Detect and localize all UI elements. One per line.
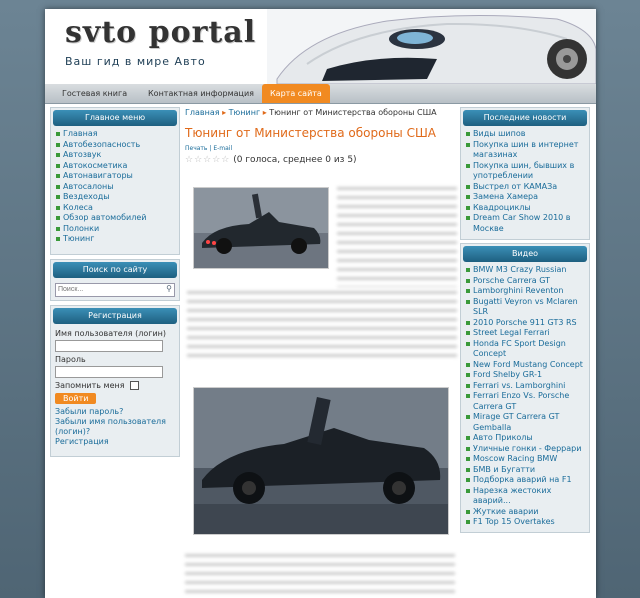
video-item[interactable]: Mirage GT Carrera GT Gemballa [466, 412, 589, 433]
video-item[interactable]: Уличные гонки - Феррари [466, 444, 589, 455]
article-tools: Печать | E-mail [185, 145, 233, 152]
news-item[interactable]: Замена Хамера [466, 192, 589, 203]
blurred-text [337, 187, 457, 287]
crumb-sep-icon: ▸ [262, 108, 267, 117]
article-title: Тюнинг от Министерства обороны США [185, 126, 436, 140]
menu-item[interactable]: Автозвук [56, 150, 179, 161]
news-item[interactable]: Покупка шин, бывших в употреблении [466, 161, 589, 182]
password-label: Пароль [55, 355, 86, 364]
email-link[interactable]: E-mail [213, 145, 233, 152]
video-item[interactable]: Ferrari Enzo Vs. Porsche Carrera GT [466, 391, 589, 412]
main-menu-box [50, 107, 180, 255]
news-item[interactable]: Покупка шин в интернет магазинах [466, 140, 589, 161]
search-title: Поиск по сайту [53, 262, 177, 278]
video-item[interactable]: Bugatti Veyron vs Mclaren SLR [466, 297, 589, 318]
blurred-text [187, 291, 457, 359]
article-photo-1 [193, 187, 329, 269]
video-list [466, 265, 589, 528]
menu-item[interactable]: Главная [56, 129, 179, 140]
login-form [51, 326, 179, 449]
blurred-text [185, 554, 455, 598]
username-input[interactable] [55, 340, 163, 352]
main-menu-list [56, 129, 179, 245]
menu-item[interactable]: Колеса [56, 203, 179, 214]
site-header [45, 9, 596, 84]
video-item[interactable]: 2010 Porsche 911 GT3 RS [466, 318, 589, 329]
crumb-sep-icon: ▸ [222, 108, 227, 117]
menu-item[interactable]: Обзор автомобилей [56, 213, 179, 224]
video-item[interactable]: BMW M3 Crazy Russian [466, 265, 589, 276]
search-field [55, 283, 175, 297]
rating-stars-icon[interactable]: ☆☆☆☆☆ [185, 155, 231, 165]
menu-item[interactable]: Автонавигаторы [56, 171, 179, 182]
news-item[interactable]: Выстрел от КАМАЗа [466, 182, 589, 193]
top-navigation [45, 84, 596, 104]
menu-item[interactable]: Автосалоны [56, 182, 179, 193]
print-link[interactable]: Печать [185, 145, 208, 152]
forgot-password-link[interactable]: Забыли пароль? [55, 407, 124, 416]
remember-row [55, 380, 175, 391]
rating-text: (0 голоса, среднее 0 из 5) [233, 155, 357, 165]
register-link[interactable]: Регистрация [55, 437, 109, 446]
video-item[interactable]: Нарезка жестоких аварий... [466, 486, 589, 507]
video-item[interactable]: Lamborghini Reventon [466, 286, 589, 297]
site-tagline: Ваш гид в мире Авто [65, 55, 206, 68]
article [185, 108, 453, 165]
search-icon[interactable]: ⚲ [166, 284, 172, 293]
username-label: Имя пользователя (логин) [55, 329, 167, 338]
video-item[interactable]: Ford Shelby GR-1 [466, 370, 589, 381]
video-item[interactable]: Moscow Racing BMW [466, 454, 589, 465]
article-photo-2 [193, 387, 449, 535]
header-car-image [267, 9, 596, 84]
crumb-tuning[interactable]: Тюнинг [228, 108, 261, 117]
video-item[interactable]: Жуткие аварии [466, 507, 589, 518]
video-item[interactable]: Авто Приколы [466, 433, 589, 444]
news-item[interactable]: Виды шипов [466, 129, 589, 140]
login-title: Регистрация [53, 308, 177, 324]
menu-item[interactable]: Тюнинг [56, 234, 179, 245]
video-title: Видео [463, 246, 587, 262]
remember-checkbox[interactable] [130, 381, 139, 390]
video-item[interactable]: F1 Top 15 Overtakes [466, 517, 589, 528]
video-item[interactable]: БМВ и Бугатти [466, 465, 589, 476]
video-item[interactable]: Honda FC Sport Design Concept [466, 339, 589, 360]
login-box [50, 305, 180, 457]
rating-row [185, 155, 453, 165]
news-item[interactable]: Dream Car Show 2010 в Москве [466, 213, 589, 234]
news-title: Последние новости [463, 110, 587, 126]
search-input[interactable] [56, 284, 156, 295]
menu-item[interactable]: Вездеходы [56, 192, 179, 203]
video-item[interactable]: Подборка аварий на F1 [466, 475, 589, 486]
site-wrapper [45, 9, 596, 598]
login-button[interactable]: Войти [55, 393, 96, 404]
crumb-current: Тюнинг от Министерства обороны США [269, 108, 437, 117]
menu-item[interactable]: Автокосметика [56, 161, 179, 172]
video-item[interactable]: Ferrari vs. Lamborghini [466, 381, 589, 392]
search-box [50, 259, 180, 301]
video-item[interactable]: Street Legal Ferrari [466, 328, 589, 339]
news-item[interactable]: Квадроциклы [466, 203, 589, 214]
main-menu-title: Главное меню [53, 110, 177, 126]
remember-label: Запомнить меня [55, 381, 125, 390]
news-box [460, 107, 590, 240]
site-logo[interactable]: svto portal [65, 15, 257, 50]
video-item[interactable]: New Ford Mustang Concept [466, 360, 589, 371]
crumb-home[interactable]: Главная [185, 108, 220, 117]
password-input[interactable] [55, 366, 163, 378]
news-list [466, 129, 589, 234]
forgot-username-link[interactable]: Забыли имя пользователя (логин)? [55, 417, 166, 436]
menu-item[interactable]: Автобезопасность [56, 140, 179, 151]
breadcrumb [185, 108, 453, 118]
video-box [460, 243, 590, 533]
menu-item[interactable]: Полонки [56, 224, 179, 235]
video-item[interactable]: Porsche Carrera GT [466, 276, 589, 287]
nav-contact[interactable]: Контактная информация [148, 89, 254, 98]
nav-guestbook[interactable]: Гостевая книга [62, 89, 128, 98]
nav-sitemap[interactable]: Карта сайта [262, 84, 330, 103]
